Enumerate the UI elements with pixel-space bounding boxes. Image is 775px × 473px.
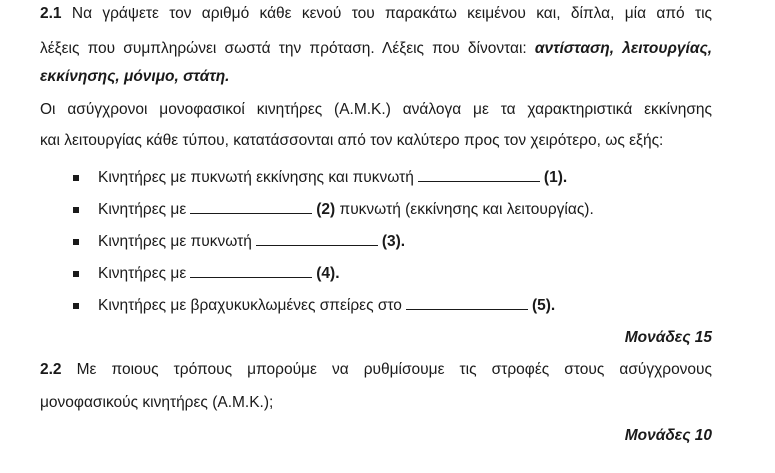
blank-3 [256, 232, 378, 246]
bullet-icon [73, 303, 79, 309]
q22-line-2: μονοφασικούς κινητήρες (Α.Μ.Κ.); [40, 394, 274, 411]
list-item-4-text: Κινητήρες με [98, 265, 187, 282]
q22-number: 2.2 [40, 361, 62, 378]
q22-text-line-1: Με ποιους τρόπους μπορούμε να ρυθμίσουμε τις στροφές στους ασύγχρονους [76, 361, 712, 378]
q22-marks: Μονάδες 10 [624, 427, 712, 444]
list-item-2-text-after: πυκνωτή (εκκίνησης και λειτουργίας). [339, 201, 594, 218]
q21-line-1 [40, 4, 712, 24]
blank-number-4: (4). [316, 265, 340, 282]
q21-marks: Μονάδες 15 [624, 329, 712, 346]
blank-number-2: (2) [316, 201, 336, 218]
blank-5 [406, 296, 528, 310]
q21-word-list-1: αντίσταση, λειτουργίας, [534, 40, 713, 57]
list-item-2 [98, 200, 594, 220]
q22-line-1 [40, 360, 712, 380]
blank-number-3: (3). [381, 233, 406, 250]
q21-line-3 [40, 67, 229, 87]
blank-2 [190, 200, 312, 214]
bullet-icon [73, 239, 79, 245]
q21-number: 2.1 [40, 5, 62, 22]
blank-number-5: (5). [531, 297, 556, 314]
q21-paragraph-line-2: και λειτουργίας κάθε τύπου, κατατάσσονται από τον καλύτερο προς τον χειρότερο, ως εξής: [40, 132, 664, 149]
list-item-1 [98, 168, 567, 188]
list-item-3-text: Κινητήρες με πυκνωτή [98, 233, 252, 250]
list-item-3 [98, 232, 405, 252]
list-item-5-text: Κινητήρες με βραχυκυκλωμένες σπείρες στο [98, 297, 402, 314]
bullet-icon [73, 207, 79, 213]
q21-word-list-2: εκκίνησης, μόνιμο, στάτη. [40, 68, 230, 85]
blank-4 [190, 264, 312, 278]
q21-text-line-1: Να γράψετε τον αριθμό κάθε κενού του παρακάτω κειμένου και, δίπλα, μία από τις [71, 5, 712, 22]
q21-line-2 [40, 39, 712, 59]
list-item-2-text: Κινητήρες με [98, 201, 187, 218]
q21-text-line-2: λέξεις που συμπληρώνει σωστά την πρόταση. Λέξεις που δίνονται: [40, 40, 527, 57]
list-item-4 [98, 264, 340, 284]
list-item-1-text: Κινητήρες με πυκνωτή εκκίνησης και πυκνωτή [98, 169, 414, 186]
blank-1 [418, 168, 540, 182]
blank-number-1: (1). [543, 169, 568, 186]
bullet-icon [73, 175, 79, 181]
bullet-icon [73, 271, 79, 277]
q21-paragraph-line-1: Οι ασύγχρονοι μονοφασικοί κινητήρες (Α.Μ.Κ.) ανάλογα με τα χαρακτηριστικά εκκίνησης [40, 101, 712, 118]
list-item-5 [98, 296, 555, 316]
